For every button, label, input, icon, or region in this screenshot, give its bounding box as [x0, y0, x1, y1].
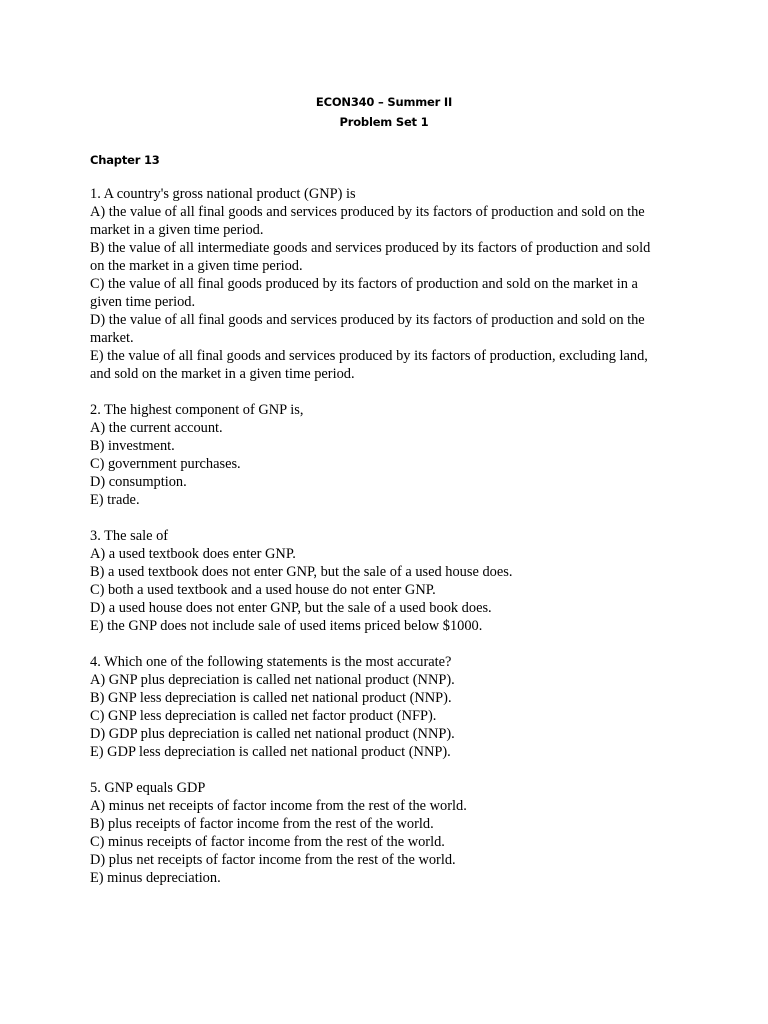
- question-line: D) plus net receipts of factor income from the rest of the world.: [90, 852, 456, 868]
- question-line: B) investment.: [90, 438, 175, 454]
- question-line: D) consumption.: [90, 474, 187, 490]
- question-stem: 4. Which one of the following statements is the most accurate?: [90, 654, 452, 670]
- question-line: on the market in a given time period.: [90, 258, 303, 274]
- question-line: A) the value of all final goods and services produced by its factors of production and sold on the: [90, 204, 645, 220]
- question-line: A) a used textbook does enter GNP.: [90, 546, 296, 562]
- question-line: and sold on the market in a given time period.: [90, 366, 355, 382]
- question-stem: 1. A country's gross national product (GNP) is: [90, 186, 356, 202]
- question-line: E) GDP less depreciation is called net national product (NNP).: [90, 744, 451, 760]
- question-1: [90, 185, 690, 383]
- question-stem: 5. GNP equals GDP: [90, 780, 206, 796]
- question-line: E) the value of all final goods and services produced by its factors of production, excluding land,: [90, 348, 648, 364]
- question-line: A) minus net receipts of factor income from the rest of the world.: [90, 798, 467, 814]
- question-2: [90, 401, 690, 509]
- question-line: B) the value of all intermediate goods and services produced by its factors of production and sold: [90, 240, 651, 256]
- question-line: A) GNP plus depreciation is called net national product (NNP).: [90, 672, 455, 688]
- question-line: D) GDP plus depreciation is called net national product (NNP).: [90, 726, 455, 742]
- question-line: given time period.: [90, 294, 196, 310]
- question-line: A) the current account.: [90, 420, 223, 436]
- question-line: D) the value of all final goods and services produced by its factors of production and sold on the: [90, 312, 645, 328]
- question-line: market in a given time period.: [90, 222, 264, 238]
- question-line: market.: [90, 330, 134, 346]
- problem-set-title: Problem Set 1: [339, 115, 429, 129]
- question-line: C) GNP less depreciation is called net factor product (NFP).: [90, 708, 437, 724]
- question-3: [90, 527, 690, 635]
- question-4: [90, 653, 690, 761]
- question-line: E) the GNP does not include sale of used items priced below $1000.: [90, 618, 483, 634]
- question-5: [90, 779, 690, 887]
- question-line: B) plus receipts of factor income from the rest of the world.: [90, 816, 434, 832]
- question-line: C) minus receipts of factor income from the rest of the world.: [90, 834, 445, 850]
- course-title: ECON340 – Summer II: [315, 95, 453, 109]
- question-list: [90, 185, 690, 905]
- question-line: C) both a used textbook and a used house do not enter GNP.: [90, 582, 436, 598]
- question-stem: 3. The sale of: [90, 528, 169, 544]
- question-line: E) trade.: [90, 492, 140, 508]
- question-line: B) a used textbook does not enter GNP, but the sale of a used house does.: [90, 564, 513, 580]
- question-line: D) a used house does not enter GNP, but the sale of a used book does.: [90, 600, 492, 616]
- question-line: C) government purchases.: [90, 456, 241, 472]
- question-line: B) GNP less depreciation is called net national product (NNP).: [90, 690, 452, 706]
- question-line: C) the value of all final goods produced by its factors of production and sold on the market in a: [90, 276, 638, 292]
- chapter-heading: Chapter 13: [90, 153, 160, 167]
- question-stem: 2. The highest component of GNP is,: [90, 402, 304, 418]
- question-line: E) minus depreciation.: [90, 870, 221, 886]
